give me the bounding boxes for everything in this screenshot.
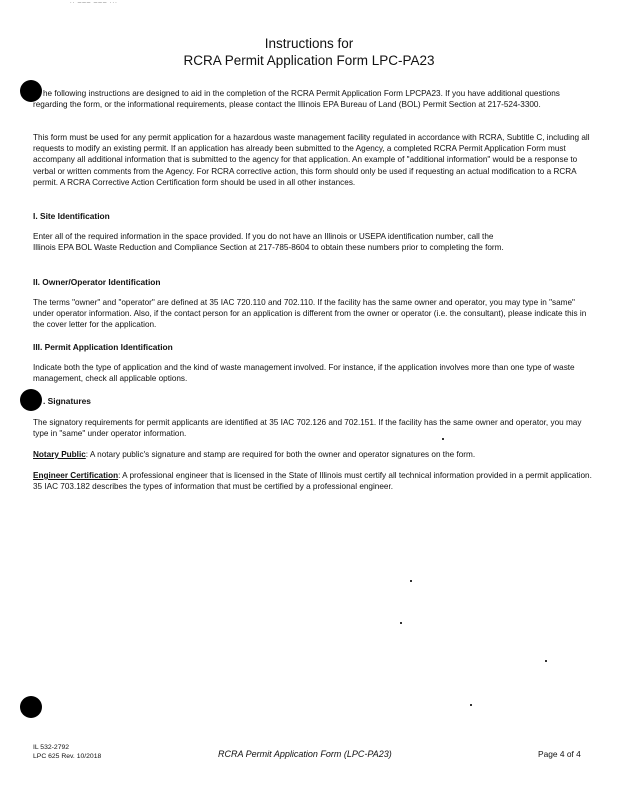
section-1-text: Enter all of the required information in the space provided. If you do not have an Illinois or USEPA identification number, call the Illinois EPA BOL Waste Reduction and Compliance Section at 217-785-8604 to obtain these numbers prior to completing the form. xyxy=(33,232,504,253)
engineer-paragraph xyxy=(33,470,593,492)
title-line-1: Instructions for xyxy=(264,36,354,51)
section-2-text: The terms "owner" and "operator" are defined at 35 IAC 720.110 and 702.110. If the facility has the same owner and operator, you may type in "same" under operator information. Also, if the contact person for an application is different from the owner or operator (i.e. the consultant), please indicate this in the cover letter for the application. xyxy=(33,298,587,330)
notary-label: Notary Public xyxy=(33,450,86,459)
footer-page-number: Page 4 of 4 xyxy=(538,749,581,759)
intro-paragraph-1 xyxy=(33,88,593,110)
notary-text: : A notary public's signature and stamp are required for both the owner and operator signatures on the form. xyxy=(85,450,476,459)
scan-speck xyxy=(442,438,444,440)
notary-paragraph xyxy=(33,449,593,460)
intro-text-1: he following instructions are designed to aid in the completion of the RCRA Permit Application Form LPCPA23. If you have additional questions regarding the form, or the informational requirements, please contact the Illinois EPA Bureau of Land (BOL) Permit Section at 217-524-3300. xyxy=(33,89,560,110)
punch-hole-middle xyxy=(20,389,42,411)
intro-paragraph-2 xyxy=(33,132,593,188)
scan-speck xyxy=(400,622,402,624)
footer-revision: LPC 625 Rev. 10/2018 xyxy=(33,753,102,760)
punch-hole-bottom xyxy=(20,696,42,718)
section-4-text: The signatory requirements for permit applicants are identified at 35 IAC 702.126 and 702.151. If the facility has the same owner and operator, you may type in "same" under operator information. xyxy=(33,418,582,439)
section-2-heading: II. Owner/Operator Identification xyxy=(33,277,161,287)
section-3-text: Indicate both the type of application and the kind of waste management involved. For instance, if the application involves more than one type of waste management, check all applicable options. xyxy=(33,363,575,384)
section-3-heading: III. Permit Application Identification xyxy=(33,342,173,352)
section-1-heading: I. Site Identification xyxy=(33,211,110,221)
scan-speck xyxy=(410,580,412,582)
scan-marks: ·· ─── ─── ··· xyxy=(70,0,118,6)
engineer-label: Engineer Certification xyxy=(33,471,119,480)
scan-speck xyxy=(545,660,547,662)
footer-form-title: RCRA Permit Application Form (LPC-PA23) xyxy=(218,749,392,759)
footer-form-code: IL 532-2792 xyxy=(33,744,70,751)
section-4-heading: . Signatures xyxy=(43,396,91,406)
title-line-2: RCRA Permit Application Form LPC-PA23 xyxy=(183,53,435,68)
engineer-text: : A professional engineer that is licensed in the State of Illinois must certify all technical information provided in a permit application. 35 IAC 703.182 describes the types of information that must be certified by a professional engineer. xyxy=(33,471,592,492)
scan-speck xyxy=(470,704,472,706)
intro-text-2: This form must be used for any permit application for a hazardous waste management facility regulated in accordance with RCRA, Subtitle C, including all requests to modify an existing permit. If an application has already been submitted to the Agency, a completed RCRA Permit Application Form must accompany all additional information that is submitted to the agency for that application. An example of "additional information" would be a response to verbal or written comments from the Agency. For RCRA corrective action, this form should only be used if requesting an actual modification to a RCRA permit. A RCRA Corrective Action Certification form should be used in all other instances. xyxy=(33,133,590,187)
